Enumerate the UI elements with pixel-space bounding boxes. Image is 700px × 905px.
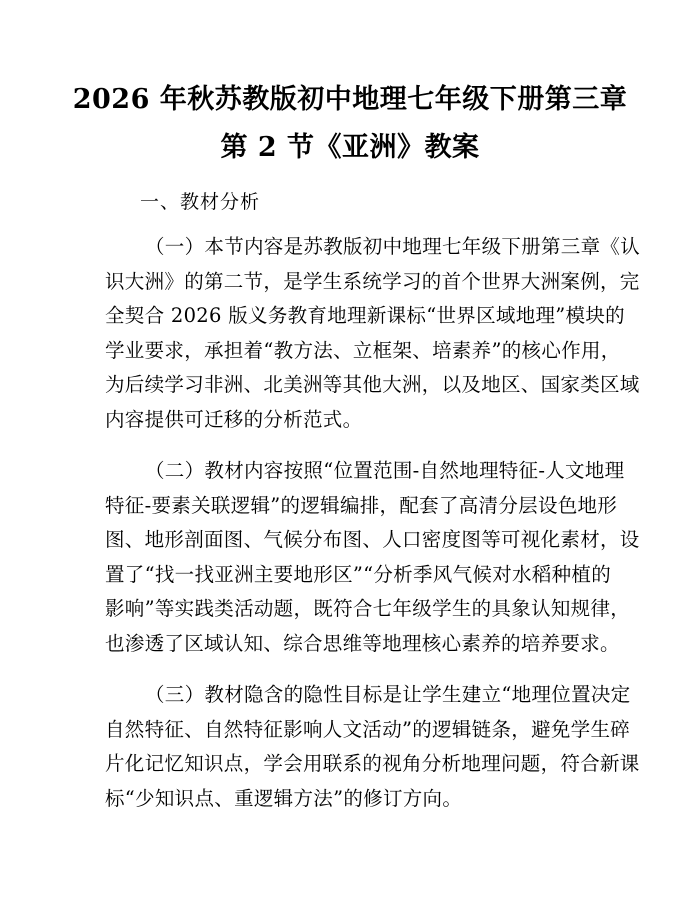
- paragraph-line: 识大洲》的第二节，是学生系统学习的首个世界大洲案例，完: [105, 269, 640, 293]
- paragraph-1: [105, 230, 641, 438]
- paragraph-2: [105, 454, 640, 662]
- paragraph-line: 片化记忆知识点，学会用联系的视角分析地理问题，符合新课: [105, 752, 640, 776]
- paragraph-line: 为后续学习非洲、北美洲等其他大洲，以及地区、国家类区域: [105, 373, 640, 397]
- document-title-line-2: 第 2 节《亚洲》教案: [220, 132, 480, 163]
- paragraph-line: （三）教材隐含的隐性目标是让学生建立“地理位置决定: [145, 683, 631, 706]
- paragraph-line: 特征-要素关联逻辑”的逻辑编排，配套了高清分层设色地形: [105, 493, 618, 517]
- paragraph-line: （一）本节内容是苏教版初中地理七年级下册第三章《认: [145, 235, 641, 258]
- document-title-line-1: 2026 年秋苏教版初中地理七年级下册第三章: [72, 84, 628, 115]
- paragraph-line: （二）教材内容按照“位置范围-自然地理特征-人文地理: [145, 459, 625, 482]
- paragraph-line: 影响”等实践类活动题，既符合七年级学生的具象认知规律，: [105, 597, 631, 621]
- paragraph-line: 内容提供可迁移的分析范式。: [105, 407, 363, 431]
- paragraph-line: 图、地形剖面图、气候分布图、人口密度图等可视化素材，设: [105, 528, 640, 552]
- paragraph-line: 自然特征、自然特征影响人文活动”的逻辑链条，避免学生碎: [105, 717, 631, 741]
- paragraph-line: 全契合 2026 版义务教育地理新课标“世界区域地理”模块的: [105, 304, 625, 328]
- paragraph-line: 标“少知识点、重逻辑方法”的修订方向。: [105, 786, 463, 810]
- paragraph-line: 置了“找一找亚洲主要地形区”“分析季风气候对水稻种植的: [105, 562, 612, 586]
- paragraph-line: 也渗透了区域认知、综合思维等地理核心素养的培养要求。: [105, 631, 620, 655]
- section-heading: 一、教材分析: [140, 191, 261, 213]
- paragraph-line: 学业要求，承担着“教方法、立框架、培素养”的核心作用，: [105, 338, 621, 362]
- paragraph-3: [105, 678, 640, 816]
